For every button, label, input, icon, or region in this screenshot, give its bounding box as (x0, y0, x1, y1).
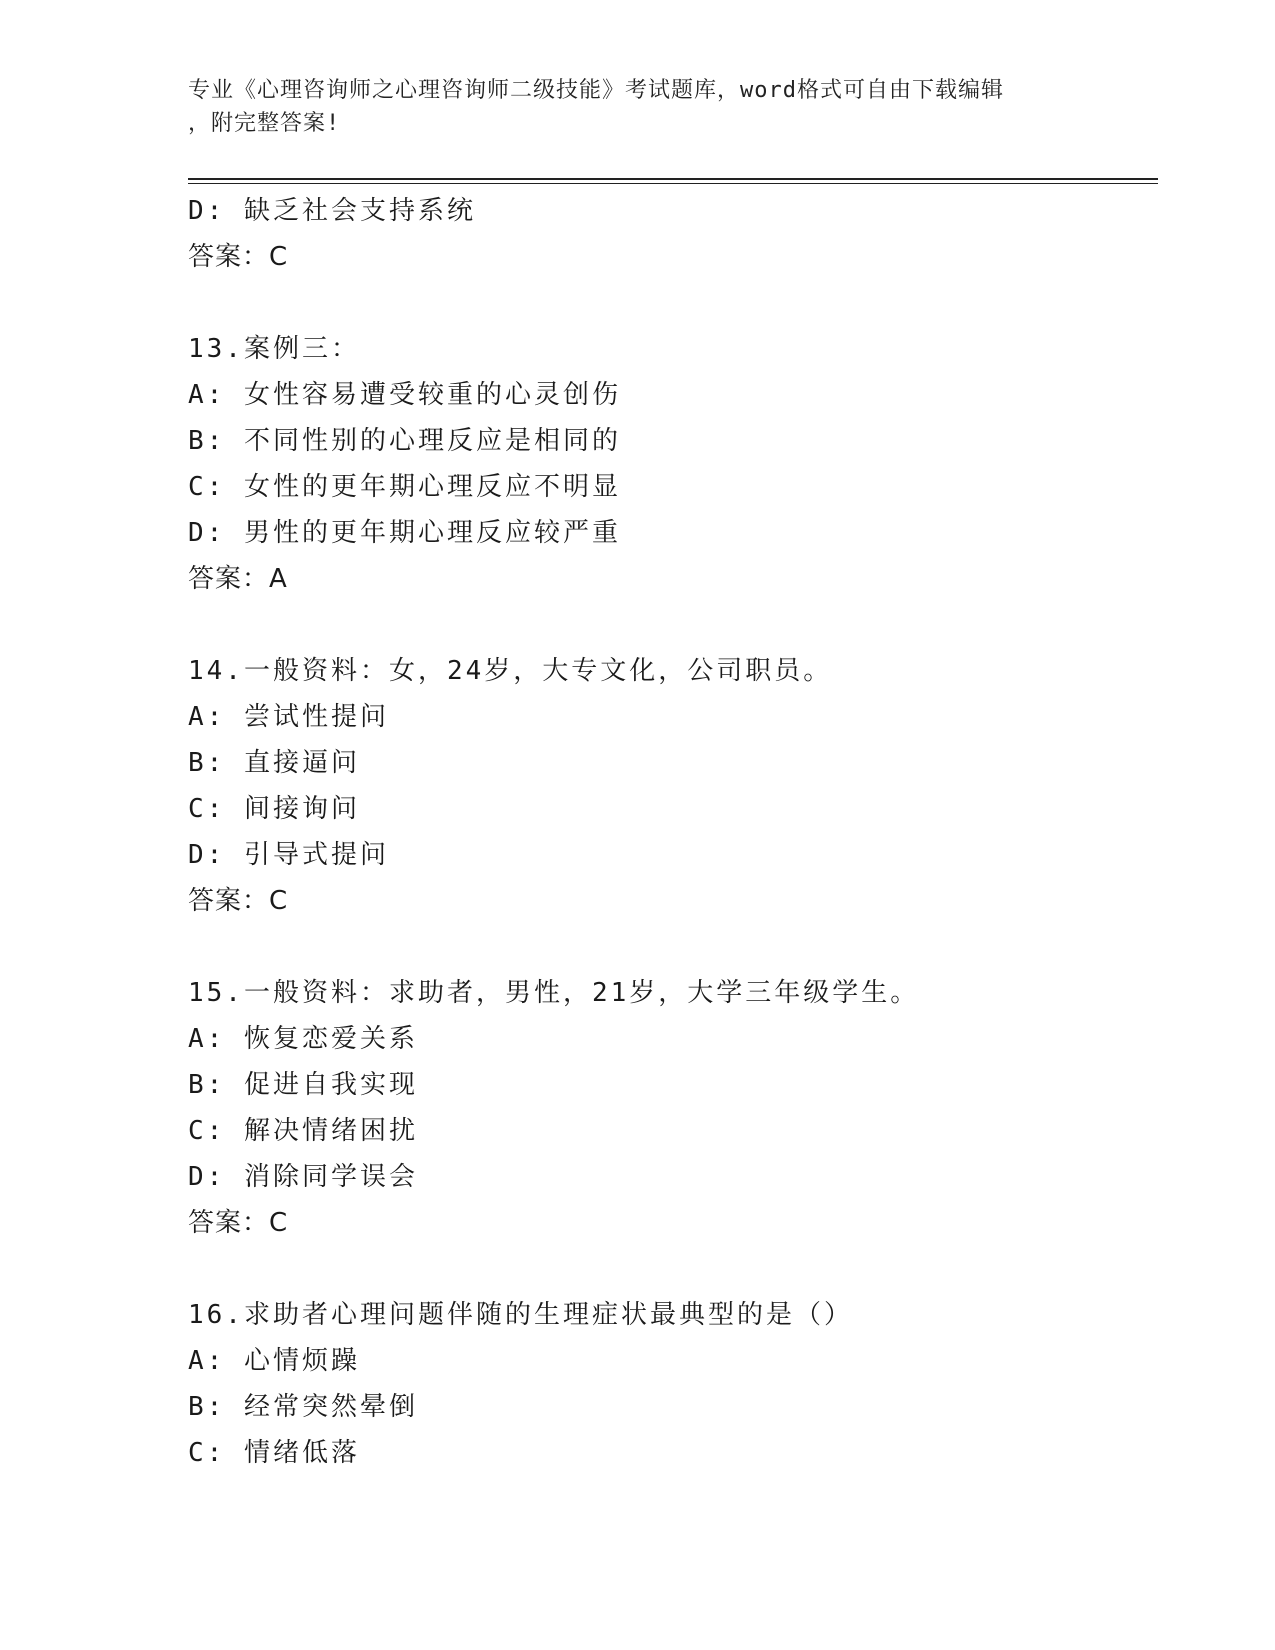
answer-line: 答案：A (188, 564, 288, 594)
answer-line: 答案：C (188, 242, 289, 272)
option-c: C: 情绪低落 (188, 1438, 360, 1468)
question-16 (188, 1292, 1158, 1476)
question-stem: 16.求助者心理问题伴随的生理症状最典型的是（） (188, 1300, 853, 1330)
document-header (188, 74, 1088, 140)
spacer (188, 1246, 1158, 1292)
answer-line: 答案：C (188, 886, 289, 916)
spacer (188, 280, 1158, 326)
answer-line: 答案：C (188, 1208, 289, 1238)
question-15 (188, 970, 1158, 1246)
option-d: D: 引导式提问 (188, 840, 389, 870)
question-stem: 14.一般资料：女，24岁，大专文化，公司职员。 (188, 656, 833, 686)
question-stem: 13.案例三： (188, 334, 360, 364)
option-d: D: 缺乏社会支持系统 (188, 196, 476, 226)
option-c: C: 解决情绪困扰 (188, 1116, 418, 1146)
question-stem: 15.一般资料：求助者，男性，21岁，大学三年级学生。 (188, 978, 920, 1008)
spacer (188, 924, 1158, 970)
spacer (188, 602, 1158, 648)
option-b: B: 直接逼问 (188, 748, 360, 778)
header-divider-thin (188, 183, 1158, 184)
option-c: C: 女性的更年期心理反应不明显 (188, 472, 621, 502)
question-list (188, 188, 1158, 1476)
header-line-1: 专业《心理咨询师之心理咨询师二级技能》考试题库，word格式可自由下载编辑 (188, 78, 1004, 103)
option-b: B: 促进自我实现 (188, 1070, 418, 1100)
question-13 (188, 326, 1158, 602)
option-c: C: 间接询问 (188, 794, 360, 824)
option-a: A: 女性容易遭受较重的心灵创伤 (188, 380, 621, 410)
option-d: D: 男性的更年期心理反应较严重 (188, 518, 621, 548)
option-a: A: 尝试性提问 (188, 702, 389, 732)
option-a: A: 恢复恋爱关系 (188, 1024, 418, 1054)
option-b: B: 经常突然晕倒 (188, 1392, 418, 1422)
header-line-2: ，附完整答案! (188, 111, 341, 136)
option-d: D: 消除同学误会 (188, 1162, 418, 1192)
option-b: B: 不同性别的心理反应是相同的 (188, 426, 621, 456)
question-14 (188, 648, 1158, 924)
header-divider-thick (188, 178, 1158, 180)
option-a: A: 心情烦躁 (188, 1346, 360, 1376)
